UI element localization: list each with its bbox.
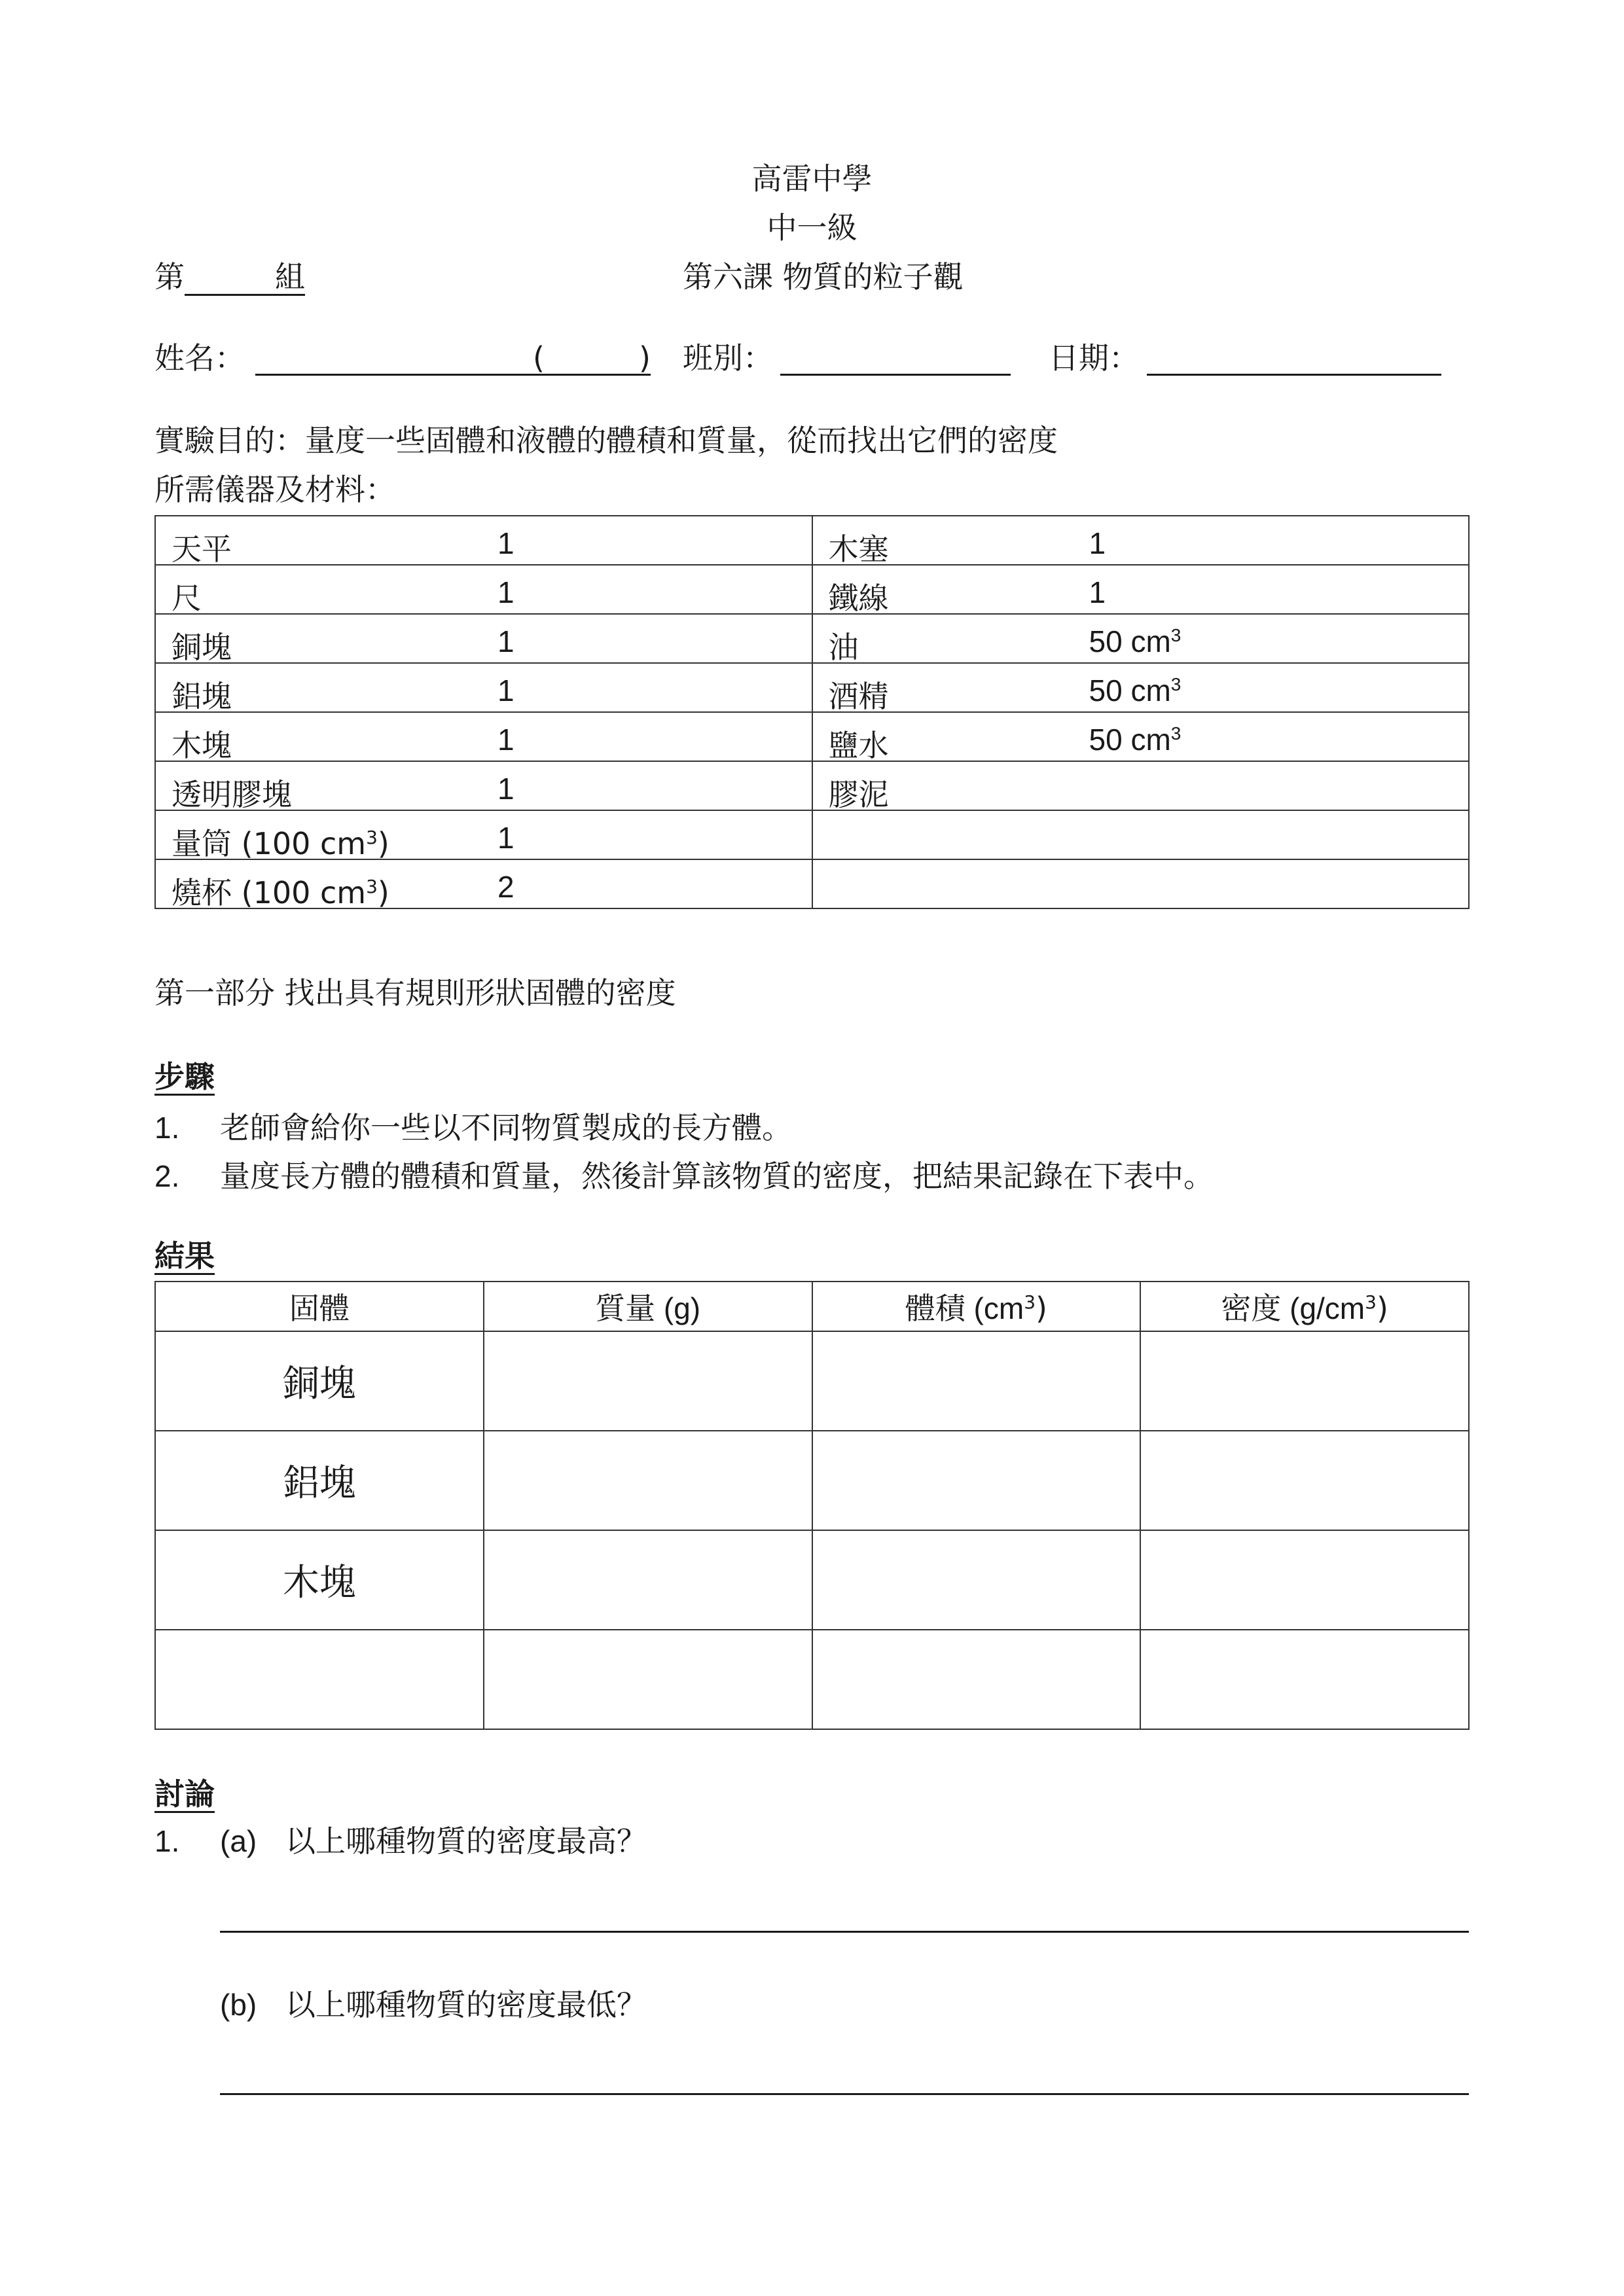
group-field [154,259,305,295]
group-blank[interactable] [185,259,275,295]
density-input-cell[interactable] [1140,1431,1469,1530]
question-1a-label: (a) [220,1824,257,1858]
date-input-line[interactable] [1147,374,1441,376]
material-quantity: 50 $cm^3$ [1089,624,1182,658]
class-input-line[interactable] [780,374,1011,376]
results-row [155,1530,1469,1630]
material-name: 量筒 (100 $cm^3$) [171,826,389,861]
results-row [155,1331,1469,1431]
material-cell-right [812,516,1470,565]
lesson-title: 第六課 物質的粒子觀 [683,259,964,295]
material-name: 尺 [171,581,202,616]
volume-input-cell[interactable] [812,1630,1141,1729]
question-number: 1. [154,1824,180,1858]
materials-row [155,761,1469,810]
group-prefix: 第 [154,259,185,295]
materials-row [155,565,1469,614]
answer-line-1b[interactable] [220,2093,1469,2095]
material-name: 天平 [171,531,232,567]
volume-input-cell[interactable] [812,1331,1141,1431]
date-label: 日期： [1049,340,1139,376]
experiment-objective: 實驗目的：量度一些固體和液體的體積和質量，從而找出它們的密度 [154,423,1058,458]
material-cell-right [812,663,1470,712]
step-item-1 [154,1113,179,1143]
material-cell-right [812,761,1470,810]
materials-table [154,515,1470,909]
material-quantity: 1 [497,575,514,609]
step-item-2 [154,1161,179,1191]
material-quantity: 1 [1089,575,1106,609]
material-quantity: 1 [497,772,514,806]
col-header-volume: 體積 $(cm^3)$ [812,1282,1141,1331]
question-1a-text: 以上哪種物質的密度最高？ [285,1823,647,1859]
results-row [155,1431,1469,1530]
col-header-mass: 質量 (g) [484,1282,812,1331]
material-cell-right [812,614,1470,663]
solid-name-cell [155,1630,484,1729]
material-cell-left [155,761,812,810]
material-quantity: 50 $cm^3$ [1089,723,1182,757]
question-1b-text: 以上哪種物質的密度最低？ [285,1987,647,2022]
density-input-cell[interactable] [1140,1331,1469,1431]
material-cell-left [155,859,812,908]
material-name: 木塞 [828,531,889,567]
material-quantity: 1 [497,821,514,855]
volume-input-cell[interactable] [812,1530,1141,1630]
mass-input-cell[interactable] [484,1331,812,1431]
step-text-1: 老師會給你一些以不同物質製成的長方體。 [220,1110,792,1145]
material-cell-right [812,859,1470,908]
mass-input-cell[interactable] [484,1530,812,1630]
name-input-line[interactable] [255,374,651,376]
materials-row [155,516,1469,565]
material-name: 膠泥 [828,777,889,812]
step-number: 1. [154,1111,180,1145]
solid-name-cell: 銅塊 [155,1331,484,1431]
steps-heading: 步驟 [154,1059,215,1094]
material-quantity: 1 [1089,526,1106,560]
results-heading: 結果 [154,1238,215,1274]
material-quantity: 50 $cm^3$ [1089,673,1182,708]
material-name: 鹽水 [828,728,889,763]
material-name: 油 [828,630,859,665]
material-name: 鋁塊 [171,679,232,714]
material-cell-left [155,663,812,712]
material-cell-left [155,516,812,565]
material-name: 燒杯 (100 $cm^3$) [171,875,389,910]
material-cell-left [155,614,812,663]
material-quantity: 1 [497,624,514,658]
col-header-density: 密度 $(g/cm^3)$ [1140,1282,1469,1331]
solid-name-cell: 鋁塊 [155,1431,484,1530]
answer-line-1a[interactable] [220,1931,1469,1933]
materials-row [155,663,1469,712]
grade-level: 中一級 [767,210,857,245]
material-cell-right [812,810,1470,859]
material-cell-left [155,712,812,761]
class-label: 班別： [683,340,773,376]
density-input-cell[interactable] [1140,1630,1469,1729]
name-label: 姓名： [154,340,245,376]
results-table [154,1281,1470,1730]
mass-input-cell[interactable] [484,1431,812,1530]
material-name: 銅塊 [171,630,232,665]
materials-row [155,712,1469,761]
material-cell-right [812,565,1470,614]
step-text-2: 量度長方體的體積和質量，然後計算該物質的密度，把結果記錄在下表中。 [220,1158,1214,1194]
results-row [155,1630,1469,1729]
materials-row [155,810,1469,859]
part1-title: 第一部分 找出具有規則形狀固體的密度 [154,975,676,1011]
mass-input-cell[interactable] [484,1630,812,1729]
material-quantity: 1 [497,723,514,757]
step-number: 2. [154,1159,180,1193]
discussion-heading: 討論 [154,1776,215,1812]
materials-heading: 所需儀器及材料： [154,472,395,507]
material-cell-right [812,712,1470,761]
school-name: 高雷中學 [751,161,873,196]
material-cell-left [155,565,812,614]
material-name: 鐵線 [828,581,889,616]
group-suffix: 組 [275,259,305,295]
solid-name-cell: 木塊 [155,1530,484,1630]
material-quantity: 1 [497,526,514,560]
material-name: 木塊 [171,728,232,763]
material-quantity: 2 [497,870,514,904]
material-quantity: 1 [497,673,514,708]
materials-row [155,614,1469,663]
material-name: 酒精 [828,679,889,714]
material-cell-left [155,810,812,859]
materials-row [155,859,1469,908]
density-input-cell[interactable] [1140,1530,1469,1630]
material-name: 透明膠塊 [171,777,292,812]
volume-input-cell[interactable] [812,1431,1141,1530]
question-1b-label: (b) [220,1988,257,2022]
col-header-solid: 固體 [155,1282,484,1331]
